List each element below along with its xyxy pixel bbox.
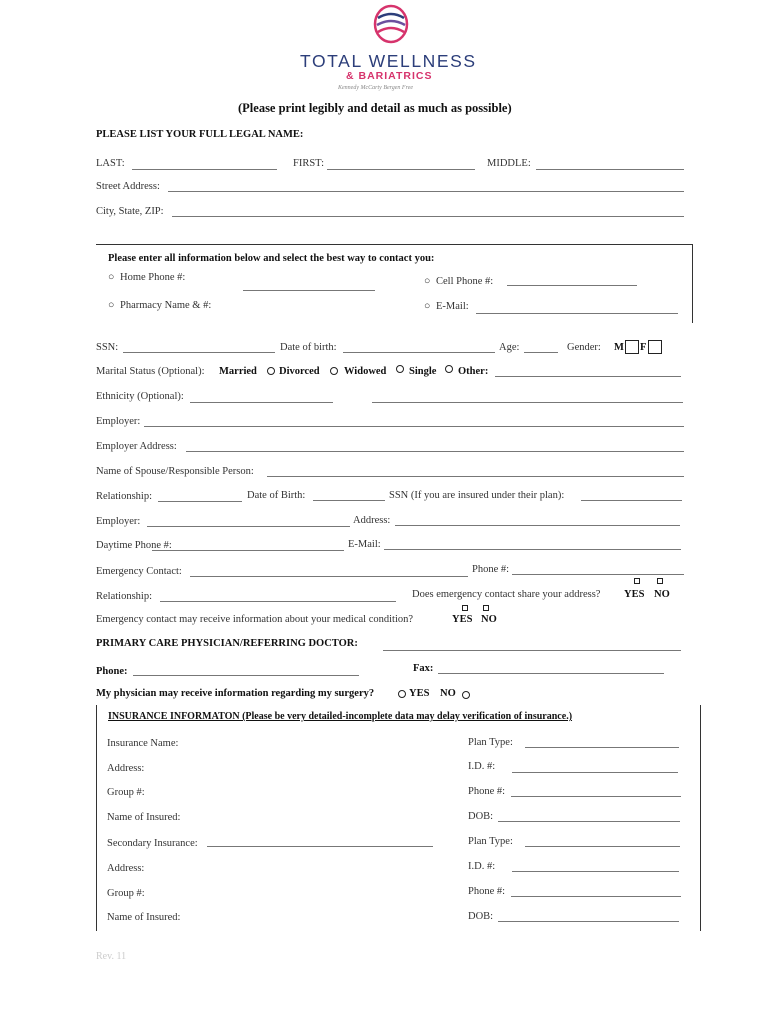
logo-name: TOTAL WELLNESS bbox=[300, 51, 477, 71]
employer-address-field[interactable] bbox=[186, 451, 684, 452]
daytime-phone-label: Daytime Phone #: bbox=[96, 540, 172, 551]
gender-m-checkbox[interactable] bbox=[625, 340, 639, 354]
spouse-address-label: Address: bbox=[353, 515, 391, 526]
revision-footer: Rev. 11 bbox=[96, 951, 127, 962]
pharmacy-label: Pharmacy Name & #: bbox=[120, 300, 212, 311]
physician-consent-question: My physician may receive information regarding my surgery? bbox=[96, 688, 375, 699]
other-label: Other: bbox=[458, 366, 489, 377]
insurance-phone-2-label: Phone #: bbox=[468, 886, 506, 897]
receive-info-yes-checkbox[interactable] bbox=[462, 605, 468, 611]
street-address-label: Street Address: bbox=[96, 181, 160, 192]
single-radio[interactable] bbox=[445, 365, 453, 373]
insurance-name-label: Insurance Name: bbox=[107, 738, 179, 749]
daytime-phone-field[interactable] bbox=[152, 550, 344, 551]
insured-dob-field[interactable] bbox=[498, 821, 680, 822]
dob-field[interactable] bbox=[343, 352, 495, 353]
receive-info-no-label: NO bbox=[481, 614, 497, 625]
logo-sub: & BARIATRICS bbox=[346, 70, 433, 82]
logo bbox=[300, 4, 490, 94]
insurance-phone-field[interactable] bbox=[511, 796, 681, 797]
spouse-ssn-label: SSN (If you are insured under their plan): bbox=[389, 490, 565, 501]
ssn-label: SSN: bbox=[96, 342, 119, 353]
gender-f-checkbox[interactable] bbox=[648, 340, 662, 354]
relationship-field[interactable] bbox=[158, 501, 242, 502]
ethnicity-field[interactable] bbox=[190, 402, 333, 403]
physician-fax-label: Fax: bbox=[413, 663, 434, 674]
middle-name-label: MIDDLE: bbox=[487, 158, 531, 169]
spouse-email-label: E-Mail: bbox=[348, 539, 381, 550]
divorced-radio[interactable] bbox=[330, 367, 338, 375]
name-of-insured-2-label: Name of Insured: bbox=[107, 912, 181, 923]
insurance-group-2-label: Group #: bbox=[107, 888, 145, 899]
insured-dob-label: DOB: bbox=[468, 811, 494, 822]
married-radio[interactable] bbox=[267, 367, 275, 375]
last-name-field[interactable] bbox=[132, 169, 277, 170]
insurance-box bbox=[96, 705, 701, 931]
physician-consent-no-radio[interactable] bbox=[462, 691, 470, 699]
pharmacy-radio[interactable]: ○ bbox=[108, 300, 115, 311]
emergency-relationship-label: Relationship: bbox=[96, 591, 152, 602]
contact-box-title: Please enter all information below and select the best way to contact you: bbox=[108, 253, 435, 264]
ethnicity-field-2[interactable] bbox=[372, 402, 683, 403]
married-label: Married bbox=[219, 366, 257, 377]
dob-label: Date of birth: bbox=[280, 342, 337, 353]
insurance-group-label: Group #: bbox=[107, 787, 145, 798]
secondary-insurance-label: Secondary Insurance: bbox=[107, 838, 198, 849]
employer-label: Employer: bbox=[96, 416, 141, 427]
physician-field[interactable] bbox=[383, 650, 681, 651]
insurance-address-label: Address: bbox=[107, 763, 145, 774]
gender-m-label: M bbox=[614, 342, 624, 353]
cell-phone-radio[interactable]: ○ bbox=[424, 276, 431, 287]
receive-info-yes-label: YES bbox=[452, 614, 473, 625]
plan-type-2-label: Plan Type: bbox=[468, 836, 513, 847]
email-radio[interactable]: ○ bbox=[424, 301, 431, 312]
emergency-contact-field[interactable] bbox=[190, 576, 468, 577]
logo-tagline: Kennedy McCarty Bergen Free bbox=[338, 85, 414, 91]
receive-info-no-checkbox[interactable] bbox=[483, 605, 489, 611]
ssn-field[interactable] bbox=[123, 352, 275, 353]
middle-name-field[interactable] bbox=[536, 169, 684, 170]
spouse-employer-field[interactable] bbox=[147, 526, 350, 527]
share-address-yes-label: YES bbox=[624, 589, 645, 600]
widowed-radio[interactable] bbox=[396, 365, 404, 373]
marital-label: Marital Status (Optional): bbox=[96, 366, 205, 377]
insurance-phone-2-field[interactable] bbox=[511, 896, 681, 897]
employer-field[interactable] bbox=[144, 426, 684, 427]
employer-address-label: Employer Address: bbox=[96, 441, 177, 452]
plan-type-field[interactable] bbox=[525, 747, 679, 748]
insurance-address-2-label: Address: bbox=[107, 863, 145, 874]
email-field[interactable] bbox=[476, 313, 678, 314]
single-label: Single bbox=[409, 366, 437, 377]
share-address-question: Does emergency contact share your address? bbox=[412, 589, 601, 600]
age-field[interactable] bbox=[524, 352, 558, 353]
physician-consent-yes-label: YES bbox=[409, 688, 430, 699]
relationship-label: Relationship: bbox=[96, 491, 152, 502]
physician-phone-field[interactable] bbox=[133, 675, 359, 676]
insurance-phone-label: Phone #: bbox=[468, 786, 506, 797]
insurance-id-2-field[interactable] bbox=[512, 871, 679, 872]
name-section-title: PLEASE LIST YOUR FULL LEGAL NAME: bbox=[96, 129, 304, 140]
gender-f-label: F bbox=[640, 342, 647, 353]
home-phone-radio[interactable]: ○ bbox=[108, 272, 115, 283]
insured-dob-2-field[interactable] bbox=[498, 921, 679, 922]
ethnicity-label: Ethnicity (Optional): bbox=[96, 391, 184, 402]
cell-phone-label: Cell Phone #: bbox=[436, 276, 494, 287]
last-name-label: LAST: bbox=[96, 158, 125, 169]
insurance-id-field[interactable] bbox=[512, 772, 678, 773]
plan-type-2-field[interactable] bbox=[525, 846, 680, 847]
home-phone-field[interactable] bbox=[243, 290, 375, 291]
share-address-yes-checkbox[interactable] bbox=[634, 578, 640, 584]
physician-consent-yes-radio[interactable] bbox=[398, 690, 406, 698]
city-state-zip-field[interactable] bbox=[172, 216, 684, 217]
other-field[interactable] bbox=[495, 376, 681, 377]
home-phone-label: Home Phone #: bbox=[120, 272, 186, 283]
emergency-relationship-field[interactable] bbox=[160, 601, 396, 602]
email-label: E-Mail: bbox=[436, 301, 469, 312]
logo-mark-icon bbox=[372, 4, 410, 44]
emergency-phone-label: Phone #: bbox=[472, 564, 510, 575]
first-name-label: FIRST: bbox=[293, 158, 324, 169]
page-heading: (Please print legibly and detail as much as possible) bbox=[238, 101, 512, 115]
spouse-dob-label: Date of Birth: bbox=[247, 490, 306, 501]
insurance-id-2-label: I.D. #: bbox=[468, 861, 496, 872]
street-address-field[interactable] bbox=[168, 191, 684, 192]
widowed-label: Widowed bbox=[344, 366, 387, 377]
share-address-no-label: NO bbox=[654, 589, 670, 600]
physician-fax-field[interactable] bbox=[438, 673, 664, 674]
cell-phone-field[interactable] bbox=[507, 285, 637, 286]
physician-consent-no-label: NO bbox=[440, 688, 456, 699]
divorced-label: Divorced bbox=[279, 366, 320, 377]
spouse-email-field[interactable] bbox=[384, 549, 681, 550]
spouse-ssn-field[interactable] bbox=[581, 500, 682, 501]
spouse-address-field[interactable] bbox=[395, 525, 680, 526]
secondary-insurance-field[interactable] bbox=[207, 846, 433, 847]
spouse-label: Name of Spouse/Responsible Person: bbox=[96, 466, 254, 477]
spouse-field[interactable] bbox=[267, 476, 684, 477]
insured-dob-2-label: DOB: bbox=[468, 911, 494, 922]
gender-label: Gender: bbox=[567, 342, 601, 353]
spouse-dob-field[interactable] bbox=[313, 500, 385, 501]
physician-label: PRIMARY CARE PHYSICIAN/REFERRING DOCTOR: bbox=[96, 638, 358, 649]
share-address-no-checkbox[interactable] bbox=[657, 578, 663, 584]
first-name-field[interactable] bbox=[327, 169, 475, 170]
emergency-contact-label: Emergency Contact: bbox=[96, 566, 182, 577]
spouse-employer-label: Employer: bbox=[96, 516, 141, 527]
insurance-id-label: I.D. #: bbox=[468, 761, 496, 772]
emergency-phone-field[interactable] bbox=[512, 574, 684, 575]
physician-phone-label: Phone: bbox=[96, 666, 128, 677]
name-of-insured-label: Name of Insured: bbox=[107, 812, 181, 823]
plan-type-label: Plan Type: bbox=[468, 737, 513, 748]
receive-info-question: Emergency contact may receive information about your medical condition? bbox=[96, 614, 414, 625]
insurance-title: INSURANCE INFORMATON (Please be very detailed-incomplete data may delay verification of insurance.) bbox=[108, 711, 573, 722]
city-state-zip-label: City, State, ZIP: bbox=[96, 206, 164, 217]
age-label: Age: bbox=[499, 342, 520, 353]
